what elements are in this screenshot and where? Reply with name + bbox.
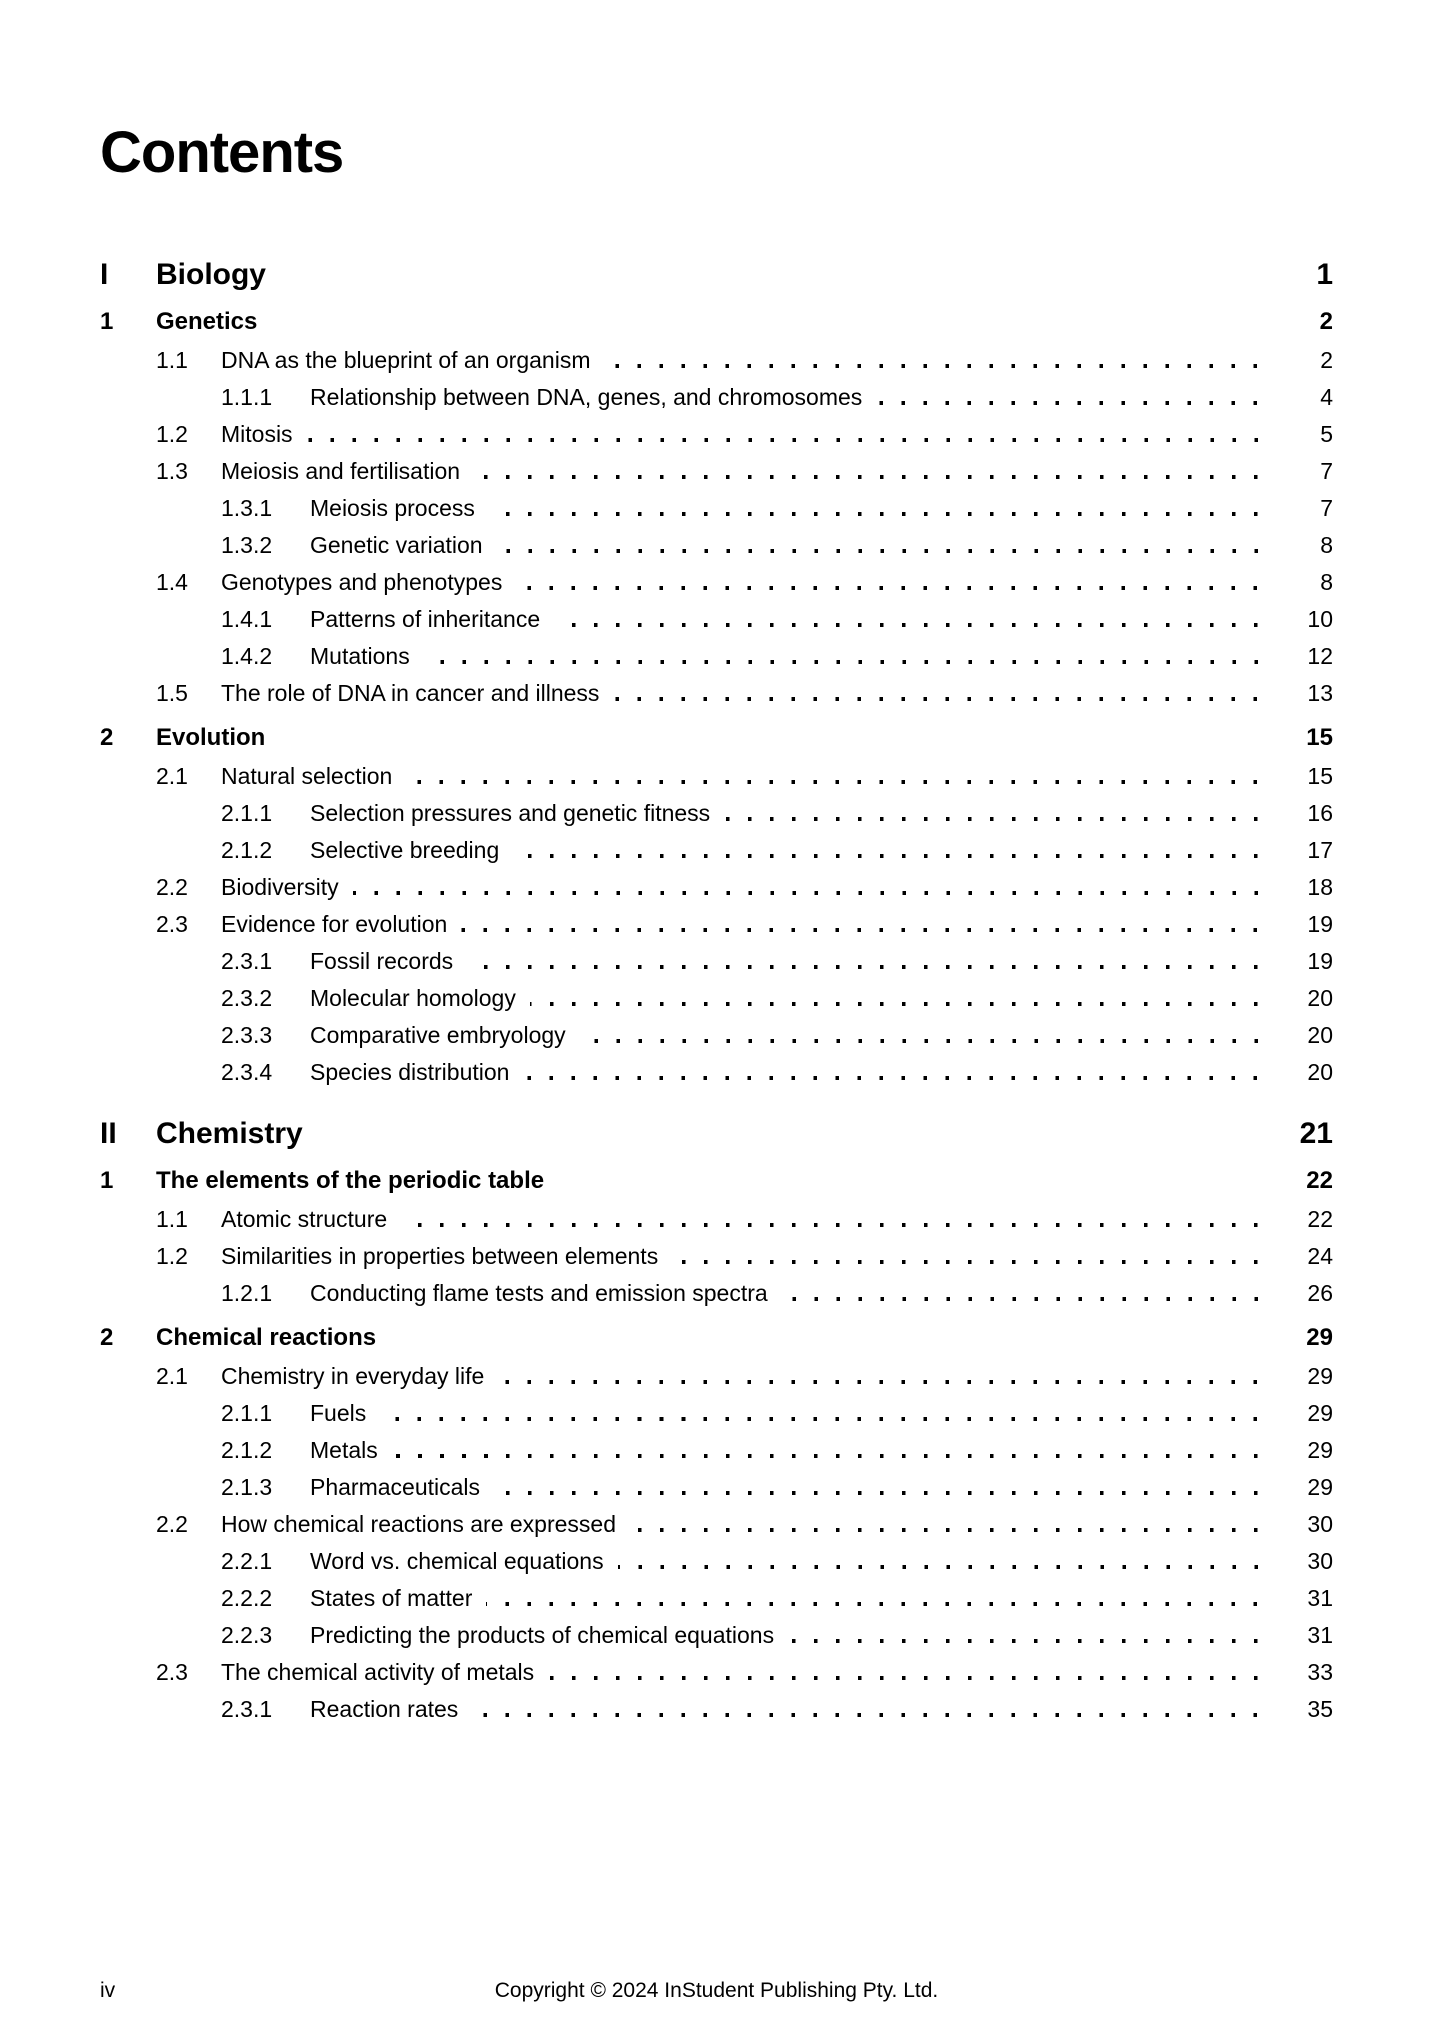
toc-entry-page: 22	[1306, 1167, 1333, 1194]
toc-entry-number: 1.4	[156, 569, 188, 595]
toc-entry-number: 1.3.1	[221, 495, 273, 521]
toc-entry-number: 1.4.2	[221, 643, 273, 669]
toc-entry-number: 1.2.1	[221, 1280, 273, 1306]
toc-entry-label: Mutations	[310, 643, 410, 669]
toc-entry-label: Comparative embryology	[310, 1022, 566, 1048]
dot-leader	[401, 1223, 1275, 1227]
dot-leader	[558, 1184, 1275, 1188]
dot-leader	[280, 280, 1275, 284]
dot-leader	[390, 1341, 1275, 1345]
dot-leader	[630, 1528, 1275, 1532]
toc-entry-page: 7	[1320, 458, 1333, 484]
toc-list	[100, 254, 1333, 1728]
toc-entry-page: 4	[1320, 384, 1333, 410]
toc-entry	[100, 342, 1333, 379]
dot-leader	[406, 780, 1275, 784]
toc-entry	[100, 1506, 1333, 1543]
toc-entry-number: 2.3.3	[221, 1022, 273, 1048]
toc-entry-label: The role of DNA in cancer and illness	[221, 680, 600, 706]
dot-leader	[271, 325, 1275, 329]
toc-entry-number: 2.3	[156, 1659, 188, 1685]
toc-entry	[100, 1017, 1333, 1054]
toc-entry-label: Conducting flame tests and emission spectra	[310, 1280, 768, 1306]
toc-entry-number: I	[100, 258, 109, 291]
dot-leader	[513, 854, 1275, 858]
toc-entry-page: 8	[1320, 569, 1333, 595]
toc-entry-number: 1.3	[156, 458, 188, 484]
toc-entry	[100, 302, 1333, 342]
toc-entry-label: Genotypes and phenotypes	[221, 569, 503, 595]
dot-leader	[353, 891, 1275, 895]
toc-entry	[100, 638, 1333, 675]
toc-entry-label: How chemical reactions are expressed	[221, 1511, 617, 1537]
toc-entry	[100, 1238, 1333, 1275]
dot-leader	[498, 1380, 1275, 1384]
footer-page-number: iv	[100, 1979, 116, 2002]
toc-entry-label: Selective breeding	[310, 837, 500, 863]
toc-entry	[100, 1275, 1333, 1312]
toc-entry-page: 22	[1307, 1206, 1333, 1232]
toc-entry-number: 2.3.1	[221, 948, 273, 974]
dot-leader	[613, 697, 1275, 701]
toc-entry-page: 19	[1307, 948, 1333, 974]
toc-entry-label: Biodiversity	[221, 874, 339, 900]
toc-entry-page: 31	[1307, 1585, 1333, 1611]
toc-entry	[100, 832, 1333, 869]
toc-entry-label: Chemistry in everyday life	[221, 1363, 485, 1389]
toc-entry	[100, 1469, 1333, 1506]
toc-entry-number: 2.2	[156, 874, 188, 900]
dot-leader	[876, 401, 1275, 405]
dot-leader	[424, 660, 1275, 664]
toc-entry	[100, 1358, 1333, 1395]
toc-entry-page: 29	[1307, 1363, 1333, 1389]
toc-entry-label: Meiosis and fertilisation	[221, 458, 461, 484]
toc-entry-label: Patterns of inheritance	[310, 606, 541, 632]
toc-entry-page: 20	[1307, 985, 1333, 1011]
dot-leader	[788, 1639, 1275, 1643]
dot-leader	[782, 1297, 1275, 1301]
toc-entry-number: 2.1.2	[221, 1437, 273, 1463]
toc-entry-page: 29	[1307, 1437, 1333, 1463]
toc-entry	[100, 416, 1333, 453]
toc-entry-number: 2.3.1	[221, 1696, 273, 1722]
toc-entry-page: 30	[1307, 1548, 1333, 1574]
toc-entry-number: 2.1.1	[221, 800, 273, 826]
toc-entry	[100, 1617, 1333, 1654]
toc-entry	[100, 490, 1333, 527]
toc-entry-page: 29	[1307, 1474, 1333, 1500]
toc-entry-page: 20	[1307, 1059, 1333, 1085]
toc-entry	[100, 758, 1333, 795]
toc-entry	[100, 1432, 1333, 1469]
toc-entry-page: 29	[1306, 1324, 1333, 1351]
toc-entry-number: 2.1	[156, 763, 188, 789]
dot-leader	[554, 623, 1275, 627]
toc-entry	[100, 601, 1333, 638]
dot-leader	[604, 364, 1275, 368]
dot-leader	[474, 475, 1275, 479]
toc-entry	[100, 1054, 1333, 1091]
dot-leader	[279, 741, 1275, 745]
toc-entry-number: 2.1.3	[221, 1474, 273, 1500]
toc-entry-number: 2.1	[156, 1363, 188, 1389]
dot-leader	[516, 586, 1275, 590]
toc-entry-number: 2.2.2	[221, 1585, 273, 1611]
toc-entry-label: Genetics	[156, 308, 258, 335]
toc-entry-label: Metals	[310, 1437, 378, 1463]
dot-leader	[497, 549, 1275, 553]
toc-entry-label: Similarities in properties between elements	[221, 1243, 659, 1269]
toc-entry-page: 2	[1320, 347, 1333, 373]
dot-leader	[489, 512, 1275, 516]
dot-leader	[672, 1260, 1275, 1264]
toc-entry	[100, 943, 1333, 980]
toc-entry-number: 1.4.1	[221, 606, 273, 632]
toc-entry	[100, 795, 1333, 832]
toc-entry-page: 7	[1320, 495, 1333, 521]
toc-entry	[100, 1113, 1333, 1155]
toc-entry-label: Chemistry	[156, 1117, 303, 1150]
toc-entry-number: 2.2.3	[221, 1622, 273, 1648]
toc-entry-label: Predicting the products of chemical equations	[310, 1622, 775, 1648]
dot-leader	[317, 1139, 1275, 1143]
toc-entry-label: Evidence for evolution	[221, 911, 448, 937]
toc-entry-number: 1.1.1	[221, 384, 273, 410]
toc-entry-label: Fuels	[310, 1400, 367, 1426]
toc-entry-number: 2	[100, 1324, 114, 1351]
toc-entry-label: Species distribution	[310, 1059, 510, 1085]
toc-entry-page: 8	[1320, 532, 1333, 558]
toc-entry-page: 15	[1306, 724, 1333, 751]
toc-entry	[100, 379, 1333, 416]
toc-entry-label: Meiosis process	[310, 495, 475, 521]
toc-entry-label: Genetic variation	[310, 532, 483, 558]
toc-entry-number: 2.1.1	[221, 1400, 273, 1426]
toc-entry	[100, 1691, 1333, 1728]
toc-entry-number: 1	[100, 1167, 114, 1194]
toc-entry	[100, 527, 1333, 564]
dot-leader	[472, 1713, 1275, 1717]
toc-entry	[100, 906, 1333, 943]
toc-entry-page: 30	[1307, 1511, 1333, 1537]
toc-entry-number: 2.2	[156, 1511, 188, 1537]
toc-entry-page: 1	[1316, 258, 1333, 291]
toc-entry	[100, 675, 1333, 712]
toc-entry-number: 1.2	[156, 1243, 188, 1269]
dot-leader	[724, 817, 1275, 821]
dot-leader	[467, 965, 1275, 969]
dot-leader	[461, 928, 1275, 932]
toc-entry-label: The elements of the periodic table	[156, 1167, 545, 1194]
toc-entry-label: DNA as the blueprint of an organism	[221, 347, 591, 373]
toc-entry-page: 12	[1307, 643, 1333, 669]
toc-entry-number: 1.1	[156, 347, 188, 373]
toc-entry-number: II	[100, 1117, 117, 1150]
dot-leader	[618, 1565, 1275, 1569]
toc-entry-number: 1.3.2	[221, 532, 273, 558]
toc-entry-page: 13	[1307, 680, 1333, 706]
toc-entry	[100, 1201, 1333, 1238]
toc-entry-label: Atomic structure	[221, 1206, 388, 1232]
dot-leader	[523, 1076, 1275, 1080]
toc-entry-label: Mitosis	[221, 421, 293, 447]
toc-entry	[100, 453, 1333, 490]
page-title: Contents	[100, 120, 344, 185]
toc-entry-page: 16	[1307, 800, 1333, 826]
footer-copyright: Copyright © 2024 InStudent Publishing Pty. Ltd.	[494, 1979, 939, 2002]
toc-entry	[100, 1580, 1333, 1617]
toc-entry-page: 31	[1307, 1622, 1333, 1648]
toc-entry-label: Word vs. chemical equations	[310, 1548, 604, 1574]
toc-entry-label: Reaction rates	[310, 1696, 459, 1722]
page-footer	[100, 1978, 1333, 2004]
toc-entry-page: 15	[1307, 763, 1333, 789]
toc-entry-page: 33	[1307, 1659, 1333, 1685]
toc-entry	[100, 1654, 1333, 1691]
toc-entry-page: 24	[1307, 1243, 1333, 1269]
toc-entry	[100, 718, 1333, 758]
toc-content	[100, 0, 1333, 1728]
dot-leader	[494, 1491, 1275, 1495]
toc-entry-number: 2.2.1	[221, 1548, 273, 1574]
toc-entry-label: Natural selection	[221, 763, 393, 789]
toc-entry-label: Molecular homology	[310, 985, 516, 1011]
toc-entry-number: 1.5	[156, 680, 188, 706]
dot-leader	[580, 1039, 1275, 1043]
toc-entry-number: 1	[100, 308, 114, 335]
toc-entry	[100, 564, 1333, 601]
toc-entry-number: 2.1.2	[221, 837, 273, 863]
dot-leader	[380, 1417, 1275, 1421]
dot-leader	[548, 1676, 1275, 1680]
toc-entry-page: 29	[1307, 1400, 1333, 1426]
toc-entry-number: 1.1	[156, 1206, 188, 1232]
toc-entry-label: Selection pressures and genetic fitness	[310, 800, 711, 826]
toc-entry	[100, 1395, 1333, 1432]
toc-entry-page: 35	[1307, 1696, 1333, 1722]
toc-entry-label: Evolution	[156, 724, 266, 751]
toc-entry	[100, 869, 1333, 906]
toc-entry-label: Pharmaceuticals	[310, 1474, 481, 1500]
toc-entry	[100, 1543, 1333, 1580]
toc-entry-page: 21	[1299, 1117, 1333, 1150]
toc-entry-page: 18	[1307, 874, 1333, 900]
dot-leader	[530, 1002, 1275, 1006]
toc-entry-label: The chemical activity of metals	[221, 1659, 535, 1685]
toc-entry-page: 5	[1320, 421, 1333, 447]
toc-entry	[100, 1318, 1333, 1358]
toc-entry-page: 10	[1307, 606, 1333, 632]
toc-entry-label: Chemical reactions	[156, 1324, 377, 1351]
toc-entry-number: 2.3.4	[221, 1059, 273, 1085]
toc-entry-label: Relationship between DNA, genes, and chromosomes	[310, 384, 863, 410]
toc-entry-page: 17	[1307, 837, 1333, 863]
dot-leader	[307, 438, 1275, 442]
toc-entry-number: 2	[100, 724, 114, 751]
toc-entry-label: Biology	[156, 258, 266, 291]
toc-entry-page: 26	[1307, 1280, 1333, 1306]
dot-leader	[392, 1454, 1275, 1458]
toc-entry-label: States of matter	[310, 1585, 473, 1611]
toc-entry-number: 2.3	[156, 911, 188, 937]
toc-entry-page: 19	[1307, 911, 1333, 937]
toc-entry-page: 20	[1307, 1022, 1333, 1048]
dot-leader	[486, 1602, 1275, 1606]
toc-entry-number: 2.3.2	[221, 985, 273, 1011]
toc-entry-label: Fossil records	[310, 948, 454, 974]
toc-entry-page: 2	[1319, 308, 1333, 335]
toc-entry-number: 1.2	[156, 421, 188, 447]
toc-entry	[100, 254, 1333, 296]
toc-entry	[100, 1161, 1333, 1201]
toc-entry	[100, 980, 1333, 1017]
